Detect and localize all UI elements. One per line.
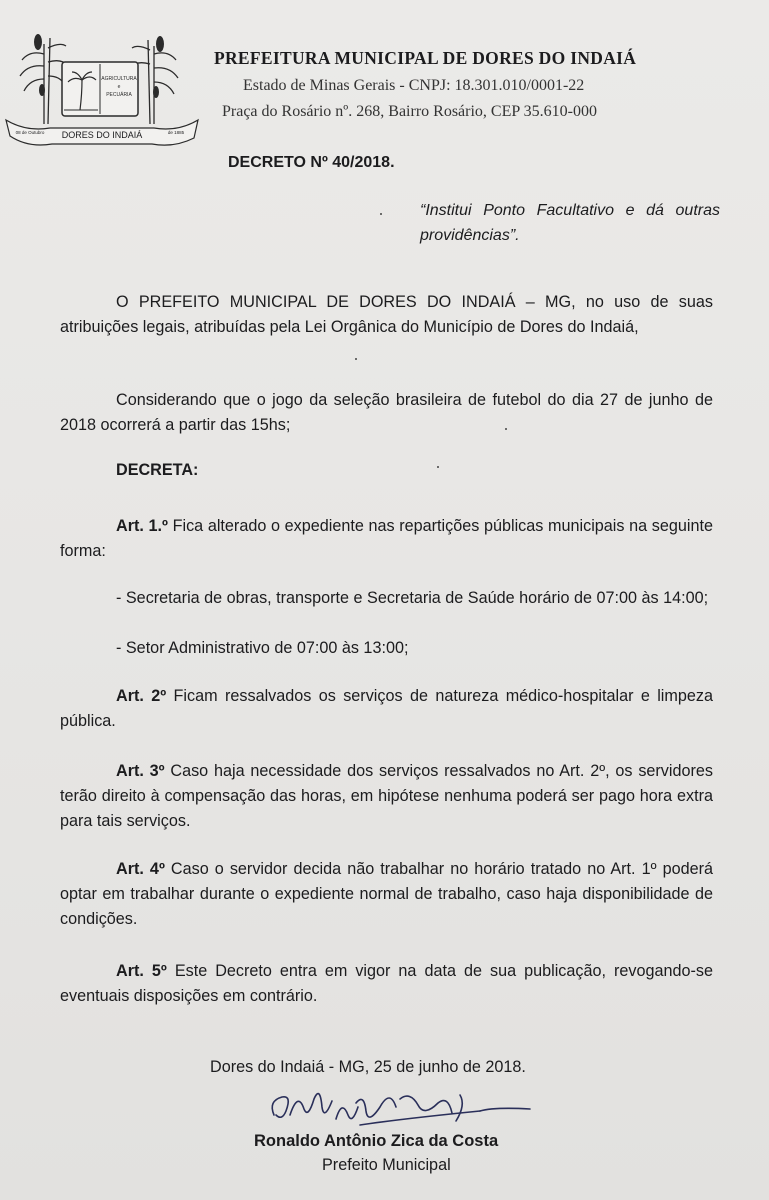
logo-left-date: 08 de Outubro <box>15 130 45 135</box>
article-5-label: Art. 5º <box>116 962 167 980</box>
header-title: PREFEITURA MUNICIPAL DE DORES DO INDAIÁ <box>214 48 637 68</box>
stray-mark <box>355 358 357 360</box>
article-1-label: Art. 1.º <box>116 517 168 535</box>
decreta-heading: DECRETA: <box>116 461 199 479</box>
article-1-item: - Setor Administrativo de 07:00 às 13:00; <box>116 639 409 657</box>
article-5 <box>60 959 713 1009</box>
municipal-coat-of-arms <box>4 24 200 148</box>
preamble-paragraph: O PREFEITO MUNICIPAL DE DORES DO INDAIÁ – MG, no uso de suas atribuições legais, atribuídas pela Lei Orgânica do Município de Dores do Indaiá, <box>60 293 713 336</box>
logo-book-text-2: e <box>117 84 121 90</box>
place-date: Dores do Indaiá - MG, 25 de junho de 2018. <box>210 1058 526 1076</box>
logo-book-text-1: AGRICULTURA <box>101 76 137 82</box>
article-2 <box>60 684 713 734</box>
article-3-text: Caso haja necessidade dos serviços ressalvados no Art. 2º, os servidores terão direito à compensação das horas, em hipótese nenhuma poderá ser pago hora extra para tais serviços. <box>60 762 713 830</box>
header-address-line: Praça do Rosário nº. 268, Bairro Rosário, CEP 35.610-000 <box>222 103 597 120</box>
article-5-text: Este Decreto entra em vigor na data de sua publicação, revogando-se eventuais disposições em contrário. <box>60 962 713 1005</box>
considering-paragraph: Considerando que o jogo da seleção brasileira de futebol do dia 27 de junho de 2018 ocorrerá a partir das 15hs; <box>60 391 713 434</box>
stray-mark <box>380 213 382 215</box>
article-1-text: Fica alterado o expediente nas repartições públicas municipais na seguinte forma: <box>60 517 713 560</box>
article-2-label: Art. 2º <box>116 687 167 705</box>
header-state-line: Estado de Minas Gerais - CNPJ: 18.301.010/0001-22 <box>243 77 585 94</box>
article-1-item: - Secretaria de obras, transporte e Secretaria de Saúde horário de 07:00 às 14:00; <box>116 589 709 607</box>
decree-ementa: “Institui Ponto Facultativo e dá outras providências”. <box>420 202 720 244</box>
signer-role: Prefeito Municipal <box>322 1156 451 1174</box>
article-4-text: Caso o servidor decida não trabalhar no horário tratado no Art. 1º poderá optar em trabalhar durante o expediente normal de trabalho, caso haja disponibilidade de condições. <box>60 860 713 928</box>
stray-mark <box>505 428 507 430</box>
decree-number: DECRETO Nº 40/2018. <box>228 154 395 171</box>
article-1 <box>60 514 713 564</box>
article-3-label: Art. 3º <box>116 762 165 780</box>
logo-banner-text: DORES DO INDAIÁ <box>61 130 143 140</box>
article-2-text: Ficam ressalvados os serviços de natureza médico-hospitalar e limpeza pública. <box>60 687 713 730</box>
signer-name: Ronaldo Antônio Zica da Costa <box>254 1132 499 1150</box>
logo-book-text-3: PECUÁRIA <box>106 92 132 98</box>
stray-mark <box>437 466 439 468</box>
logo-right-date: de 1885 <box>167 130 185 135</box>
handwritten-signature <box>260 1085 560 1135</box>
article-4-label: Art. 4º <box>116 860 165 878</box>
article-4 <box>60 857 713 932</box>
article-3 <box>60 759 713 834</box>
